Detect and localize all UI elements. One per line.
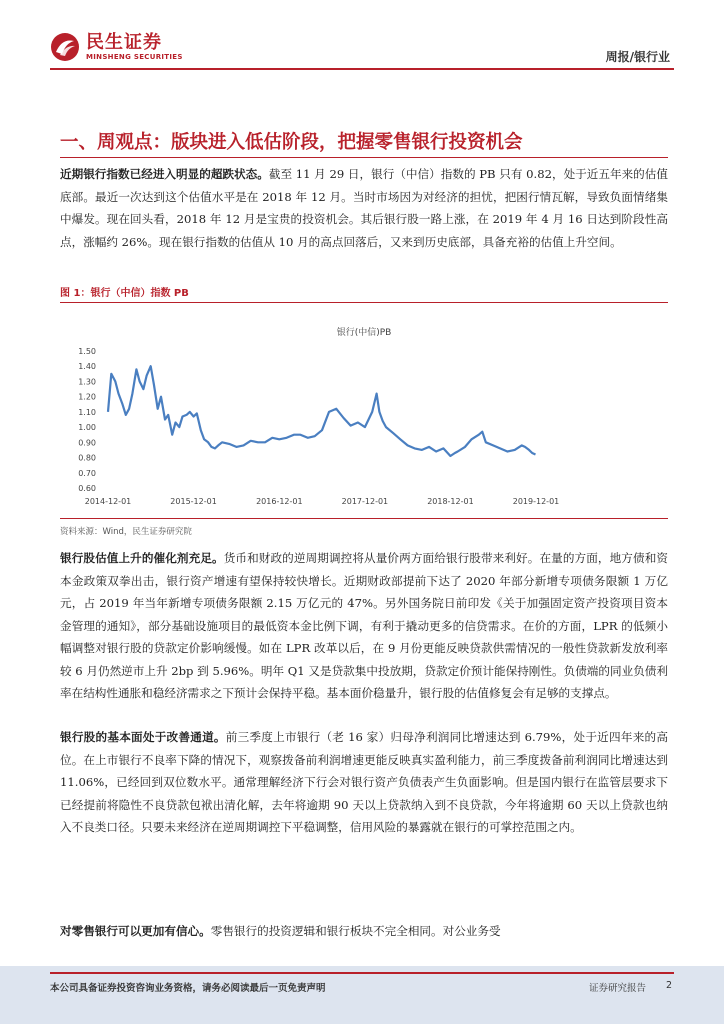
paragraph-lead: 对零售银行可以更加有信心。: [60, 924, 211, 938]
logo-name-en: MINSHENG SECURITIES: [86, 53, 183, 61]
section-title: 一、周观点：版块进入低估阶段，把握零售银行投资机会: [60, 132, 523, 153]
section-divider: [60, 157, 668, 158]
x-tick-label: 2018-12-01: [427, 497, 474, 506]
y-tick-label: 0.70: [78, 468, 96, 478]
paragraph-valuation: [60, 163, 668, 253]
paragraph-body: 零售银行的投资逻辑和银行板块不完全相同。对公业务受: [210, 924, 501, 938]
footer-band: [0, 966, 724, 1024]
pb-line-chart: [60, 305, 668, 517]
y-tick-label: 1.40: [78, 362, 96, 372]
y-tick-label: 1.50: [78, 347, 96, 356]
paragraph-lead: 银行股估值上升的催化剂充足。: [60, 551, 224, 565]
figure-top-divider: [60, 302, 668, 303]
page-number: 2: [665, 980, 672, 991]
y-tick-label: 1.30: [78, 377, 96, 387]
y-tick-label: 0.90: [78, 438, 96, 448]
paragraph-catalysts: [60, 547, 668, 705]
x-tick-label: 2014-12-01: [84, 497, 132, 506]
y-tick-label: 1.10: [78, 407, 96, 417]
series-line-pb: [108, 366, 536, 456]
y-tick-label: 1.00: [78, 423, 96, 433]
x-tick-label: 2019-12-01: [512, 497, 560, 506]
company-logo: [50, 32, 183, 62]
paragraph-body: 截至 11 月 29 日，银行（中信）指数的 PB 只有 0.82，处于近五年来的估值底部。最近一次达到这个估值水平是在 2018 年 12 月。当时市场因为对经济的担忧，把困行情瓦解，导致负面情绪集中爆发。现在回头看，2018 年 12 月是宝贵的投资机会。其后银行股一路上涨，在 2019 年 4 月 16 日达到阶段性高点，涨幅约 26%。现在银行指数的估值从 10 月的高点回落后，又来到历史底部，具备充裕的估值上升空间。: [60, 167, 668, 249]
y-tick-label: 1.20: [78, 392, 96, 402]
figure-caption: 图 1：银行（中信）指数 PB: [60, 288, 189, 299]
figure-bottom-divider: [60, 518, 668, 519]
footer-disclaimer: 本公司具备证券投资咨询业务资格，请务必阅读最后一页免责声明: [50, 983, 326, 994]
x-tick-label: 2016-12-01: [256, 497, 303, 506]
paragraph-lead: 银行股的基本面处于改善通道。: [60, 730, 226, 744]
paragraph-fundamentals: [60, 726, 668, 839]
paragraph-lead: 近期银行指数已经进入明显的超跌状态。: [60, 167, 269, 181]
figure-source: 资料来源：Wind，民生证券研究院: [60, 527, 192, 537]
minsheng-logo-icon: [50, 32, 80, 62]
paragraph-retail-banking: [60, 920, 668, 943]
footer-doc-type: 证券研究报告: [588, 983, 646, 994]
x-tick-label: 2015-12-01: [170, 497, 217, 506]
paragraph-body: 前三季度上市银行（老 16 家）归母净利润同比增速达到 6.79%，处于近四年来的高位。在上市银行不良率下降的情况下，观察拨备前利润增速更能反映真实盈利能力，前三季度拨备前利润同比增速达到 11.06%，已经回到双位数水平。通常理解经济下行会对银行资产负债表产生负面影响。但是国内银行在监管层要求下已经提前将隐性不良贷款包袱出清化解，去年将逾期 90 天以上贷款纳入到不良贷款，今年将逾期 60 天以上贷款也纳入不良类口径。只要未来经济在逆周期调控下平稳调整，信用风险的暴露就在银行的可掌控范围之内。: [60, 730, 668, 834]
chart-title: 银行(中信)PB: [336, 328, 392, 338]
report-type-label: 周报/银行业: [605, 50, 670, 64]
header-divider: [50, 68, 674, 70]
logo-name-cn: 民生证券: [86, 32, 162, 53]
x-tick-label: 2017-12-01: [341, 497, 389, 506]
y-tick-label: 0.80: [78, 453, 96, 463]
footer-divider: [50, 972, 674, 974]
paragraph-body: 货币和财政的逆周期调控将从量价两方面给银行股带来利好。在量的方面，地方债和资本金政策双拳出击，银行资产增速有望保持较快增长。近期财政部提前下达了 2020 年部分新增专项债务限额 1 万亿元，占 2019 年当年新增专项债务限额 2.15 万亿元的 47%。另外国务院日前印发《关于加强固定资产投资项目资本金管理的通知》，部分基础设施项目的最低资本金比例下调，有利于撬动更多的信贷需求。在价的方面，LPR 的低频小幅调整对银行股的贷款定价影响缓慢。如在 LPR 改革以后，在 9 月份更能反映贷款供需情况的一般性贷款新发放利率较 6 月仍然逆市上升 2bp 到 5.96%。明年 Q1 又是贷款集中投放期，贷款定价预计能保持刚性。负债端的同业负债利率在结构性通胀和稳经济需求之下预计会保持平稳。基本面价稳量升，银行股的估值修复会有足够的支撑点。: [60, 551, 668, 700]
y-tick-label: 0.60: [78, 484, 96, 493]
